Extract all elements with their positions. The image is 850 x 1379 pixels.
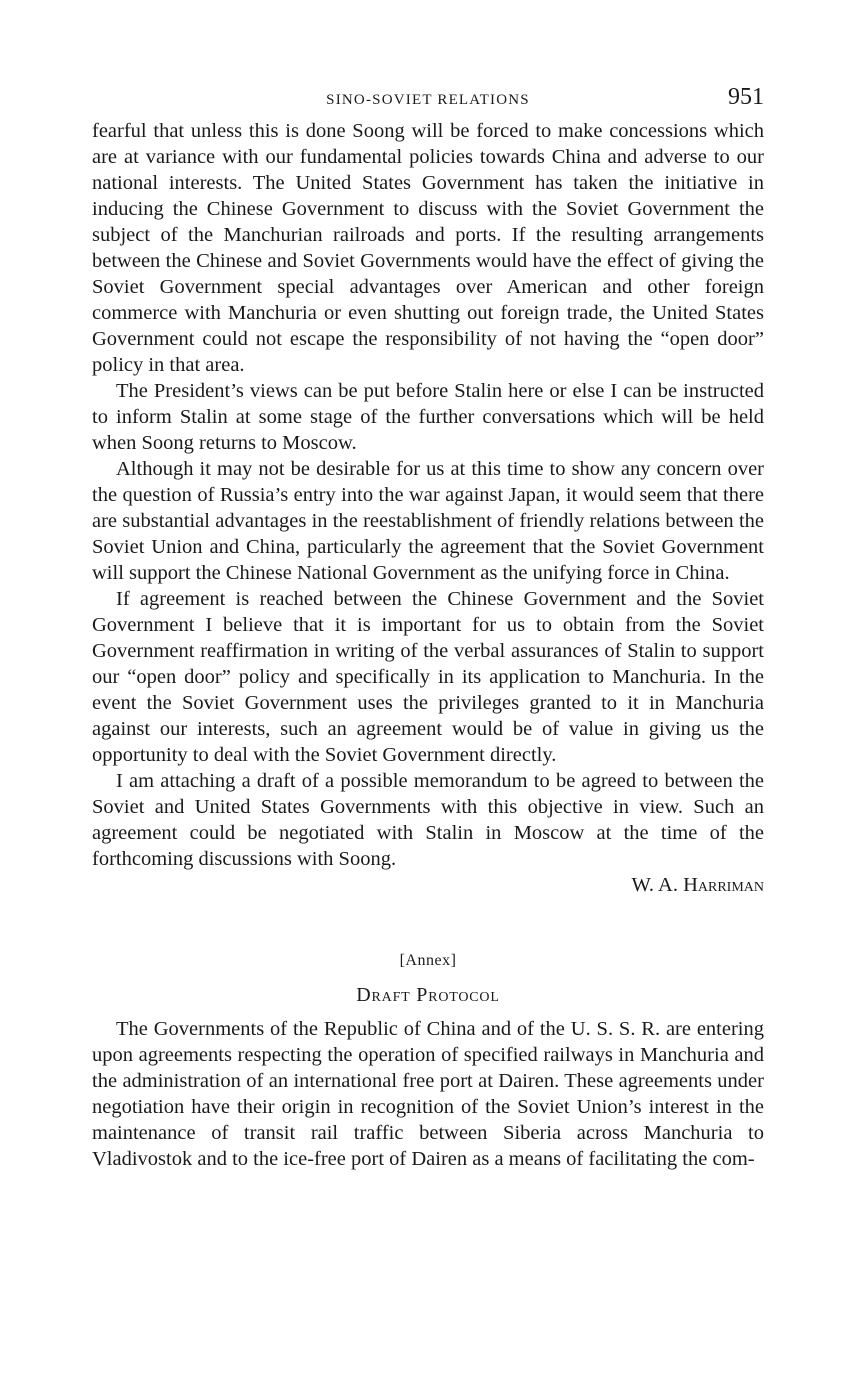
letter-paragraph: fearful that unless this is done Soong will be forced to make concessions which are at variance with our fundamental policies towards China and adverse to our national interests. The United States Government has taken the initiative in inducing the Chinese Government to discuss with the Soviet Government the subject of the Manchurian railroads and ports. If the resulting arrangements between the Chinese and Soviet Governments would have the effect of giving the Soviet Government special advantages over American and other foreign commerce with Manchuria or even shutting out foreign trade, the United States Government could not escape the responsibility of not having the “open door” policy in that area.: [92, 120, 764, 376]
signature: W. A. Harriman: [631, 874, 764, 896]
running-title: SINO-SOVIET RELATIONS: [326, 92, 530, 108]
annex-title: Draft Protocol: [356, 984, 500, 1006]
page-number: 951: [728, 84, 764, 110]
annex-section: [92, 950, 764, 1172]
letter-body: [92, 118, 764, 898]
letter-paragraph: The President’s views can be put before Stalin here or else I can be instructed to inform Stalin at some stage of the further conversations which will be held when Soong returns to Moscow.: [92, 380, 764, 454]
letter-paragraph: If agreement is reached between the Chinese Government and the Soviet Government I believe that it is important for us to obtain from the Soviet Government reaffirmation in writing of the verbal assurances of Stalin to support our “open door” policy and specifically in its application to Manchuria. In the event the Soviet Government uses the privileges granted to it in Manchuria against our interests, such an agreement would be of value in giving us the opportunity to deal with the Soviet Government directly.: [92, 588, 764, 766]
annex-paragraph: The Governments of the Republic of China and of the U. S. S. R. are entering upon agreements respecting the operation of specified railways in Manchuria and the administration of an international free port at Dairen. These agreements under negotiation have their origin in recognition of the Soviet Union’s interest in the maintenance of transit rail traffic between Siberia across Manchuria to Vladivostok and to the ice-free port of Dairen as a means of facilitating the com-: [92, 1018, 764, 1170]
running-header: [92, 84, 764, 118]
letter-paragraph: Although it may not be desirable for us at this time to show any concern over the question of Russia’s entry into the war against Japan, it would seem that there are substantial advantages in the reestablishment of friendly relations between the Soviet Union and China, particularly the agreement that the Soviet Government will support the Chinese National Government as the unifying force in China.: [92, 458, 764, 584]
document-page: [92, 84, 764, 1172]
letter-paragraph: I am attaching a draft of a possible memorandum to be agreed to between the Soviet and United States Governments with this objective in view. Such an agreement could be negotiated with Stalin in Moscow at the time of the forthcoming discussions with Soong.: [92, 770, 764, 870]
annex-label: [Annex]: [399, 952, 457, 969]
